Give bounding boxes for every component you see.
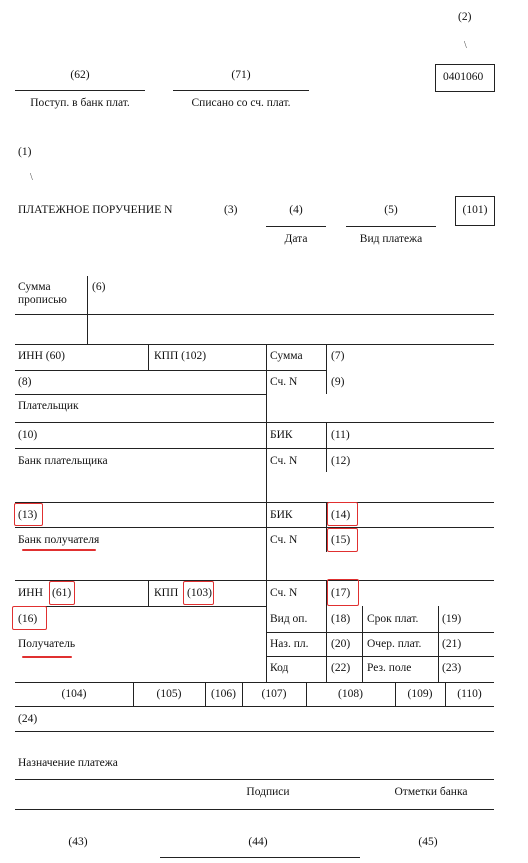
- srok-plat-label: Срок плат.: [367, 613, 419, 625]
- field-14: (14): [331, 509, 351, 521]
- highlight-box: [49, 581, 75, 605]
- highlight-box: [327, 502, 358, 526]
- field-103: (103): [187, 587, 212, 599]
- field-11: (11): [331, 429, 350, 441]
- recipient-label: Получатель: [18, 638, 76, 650]
- field-5: (5): [384, 204, 398, 216]
- date-label: Дата: [284, 233, 308, 245]
- field-8: (8): [18, 376, 32, 388]
- payer-bik-label: БИК: [270, 429, 293, 441]
- payer-inn: ИНН (60): [18, 350, 65, 362]
- divider: [15, 344, 494, 345]
- divider: [326, 502, 327, 552]
- pointer-mark: \: [464, 40, 467, 51]
- page-title: ПЛАТЕЖНОЕ ПОРУЧЕНИЕ N: [18, 204, 173, 216]
- field-18: (18): [331, 613, 351, 625]
- line-71: [173, 90, 309, 91]
- highlight-underline: [22, 549, 96, 551]
- field-43: (43): [68, 836, 88, 848]
- payer-label: Плательщик: [18, 400, 79, 412]
- field-71: (71): [231, 69, 251, 81]
- highlight-box: [14, 503, 43, 526]
- field-24: (24): [18, 713, 38, 725]
- field-16: (16): [18, 613, 38, 625]
- divider: [266, 656, 494, 657]
- pointer-mark: \: [30, 172, 33, 183]
- divider: [15, 606, 267, 607]
- field-108: (108): [338, 688, 363, 700]
- recipient-bik-label: БИК: [270, 509, 293, 521]
- recipient-kpp-label: КПП: [154, 587, 179, 599]
- vid-op-label: Вид оп.: [270, 613, 308, 625]
- vid-platezha-label: Вид платежа: [359, 233, 423, 245]
- highlight-box: [12, 606, 47, 630]
- payer-bank-sch-label: Сч. N: [270, 455, 298, 467]
- divider: [266, 344, 267, 682]
- divider: [15, 731, 494, 732]
- divider: [326, 422, 327, 472]
- line-date: [266, 226, 326, 227]
- summa-label: Сумма: [270, 350, 303, 362]
- field-6: (6): [92, 281, 106, 293]
- field-110: (110): [457, 688, 482, 700]
- field-15: (15): [331, 534, 351, 546]
- divider: [15, 394, 267, 395]
- field-44: (44): [248, 836, 268, 848]
- signature-line: [160, 857, 360, 858]
- field-1: (1): [18, 146, 32, 158]
- field-45: (45): [418, 836, 438, 848]
- divider: [266, 632, 494, 633]
- highlight-box: [183, 581, 214, 605]
- divider: [326, 344, 327, 394]
- ocher-plat-label: Очер. плат.: [367, 638, 422, 650]
- field-9: (9): [331, 376, 345, 388]
- divider: [438, 606, 439, 682]
- naz-pl-label: Наз. пл.: [270, 638, 309, 650]
- line-62: [15, 90, 145, 91]
- field-13: (13): [18, 509, 38, 521]
- field-61: (61): [52, 587, 72, 599]
- divider: [15, 502, 494, 503]
- highlight-box: [327, 528, 358, 552]
- recipient-bank-label: Банк получателя: [18, 534, 100, 546]
- divider: [148, 580, 149, 606]
- divider: [87, 276, 88, 344]
- divider: [15, 580, 494, 581]
- divider: [326, 580, 327, 682]
- divider: [15, 370, 267, 371]
- field-62: (62): [70, 69, 90, 81]
- divider: [15, 422, 494, 423]
- field-104: (104): [61, 688, 87, 700]
- recipient-bank-sch-label: Сч. N: [270, 534, 298, 546]
- recipient-sch-label: Сч. N: [270, 587, 298, 599]
- divider: [15, 448, 494, 449]
- field-17: (17): [331, 587, 351, 599]
- postup-label: Поступ. в банк плат.: [30, 97, 130, 109]
- field-105: (105): [156, 688, 182, 700]
- field-3: (3): [224, 204, 238, 216]
- field-21: (21): [442, 638, 462, 650]
- podpisi-label: Подписи: [246, 786, 290, 798]
- payer-bank-label: Банк плательщика: [18, 455, 108, 467]
- field-2: (2): [458, 11, 472, 23]
- field-22: (22): [331, 662, 351, 674]
- field-19: (19): [442, 613, 462, 625]
- field-10: (10): [18, 429, 38, 441]
- divider: [15, 809, 494, 810]
- kod-label: Код: [270, 662, 289, 674]
- summa-propisyu-label: Сумма прописью: [18, 281, 67, 306]
- payer-sch-label: Сч. N: [270, 376, 298, 388]
- field-12: (12): [331, 455, 351, 467]
- field-4: (4): [289, 204, 303, 216]
- divider: [362, 606, 363, 682]
- field-7: (7): [331, 350, 345, 362]
- spisano-label: Списано со сч. плат.: [191, 97, 291, 109]
- highlight-underline: [22, 656, 72, 658]
- form-code: 0401060: [443, 71, 484, 83]
- highlight-box: [327, 579, 359, 606]
- divider: [15, 527, 494, 528]
- divider: [15, 682, 494, 683]
- rez-pole-label: Рез. поле: [367, 662, 412, 674]
- field-101: (101): [462, 204, 488, 216]
- divider: [266, 370, 326, 371]
- field-109: (109): [407, 688, 433, 700]
- line-vid: [346, 226, 436, 227]
- divider: [148, 344, 149, 370]
- divider: [15, 314, 494, 315]
- field-107: (107): [261, 688, 287, 700]
- naznachenie-label: Назначение платежа: [18, 757, 118, 769]
- divider: [15, 706, 494, 707]
- field-23: (23): [442, 662, 462, 674]
- recipient-inn-label: ИНН: [18, 587, 43, 599]
- field-106: (106): [211, 688, 236, 700]
- payer-kpp: КПП (102): [154, 350, 207, 362]
- otmetki-label: Отметки банка: [394, 786, 468, 798]
- field-20: (20): [331, 638, 351, 650]
- divider: [15, 779, 494, 780]
